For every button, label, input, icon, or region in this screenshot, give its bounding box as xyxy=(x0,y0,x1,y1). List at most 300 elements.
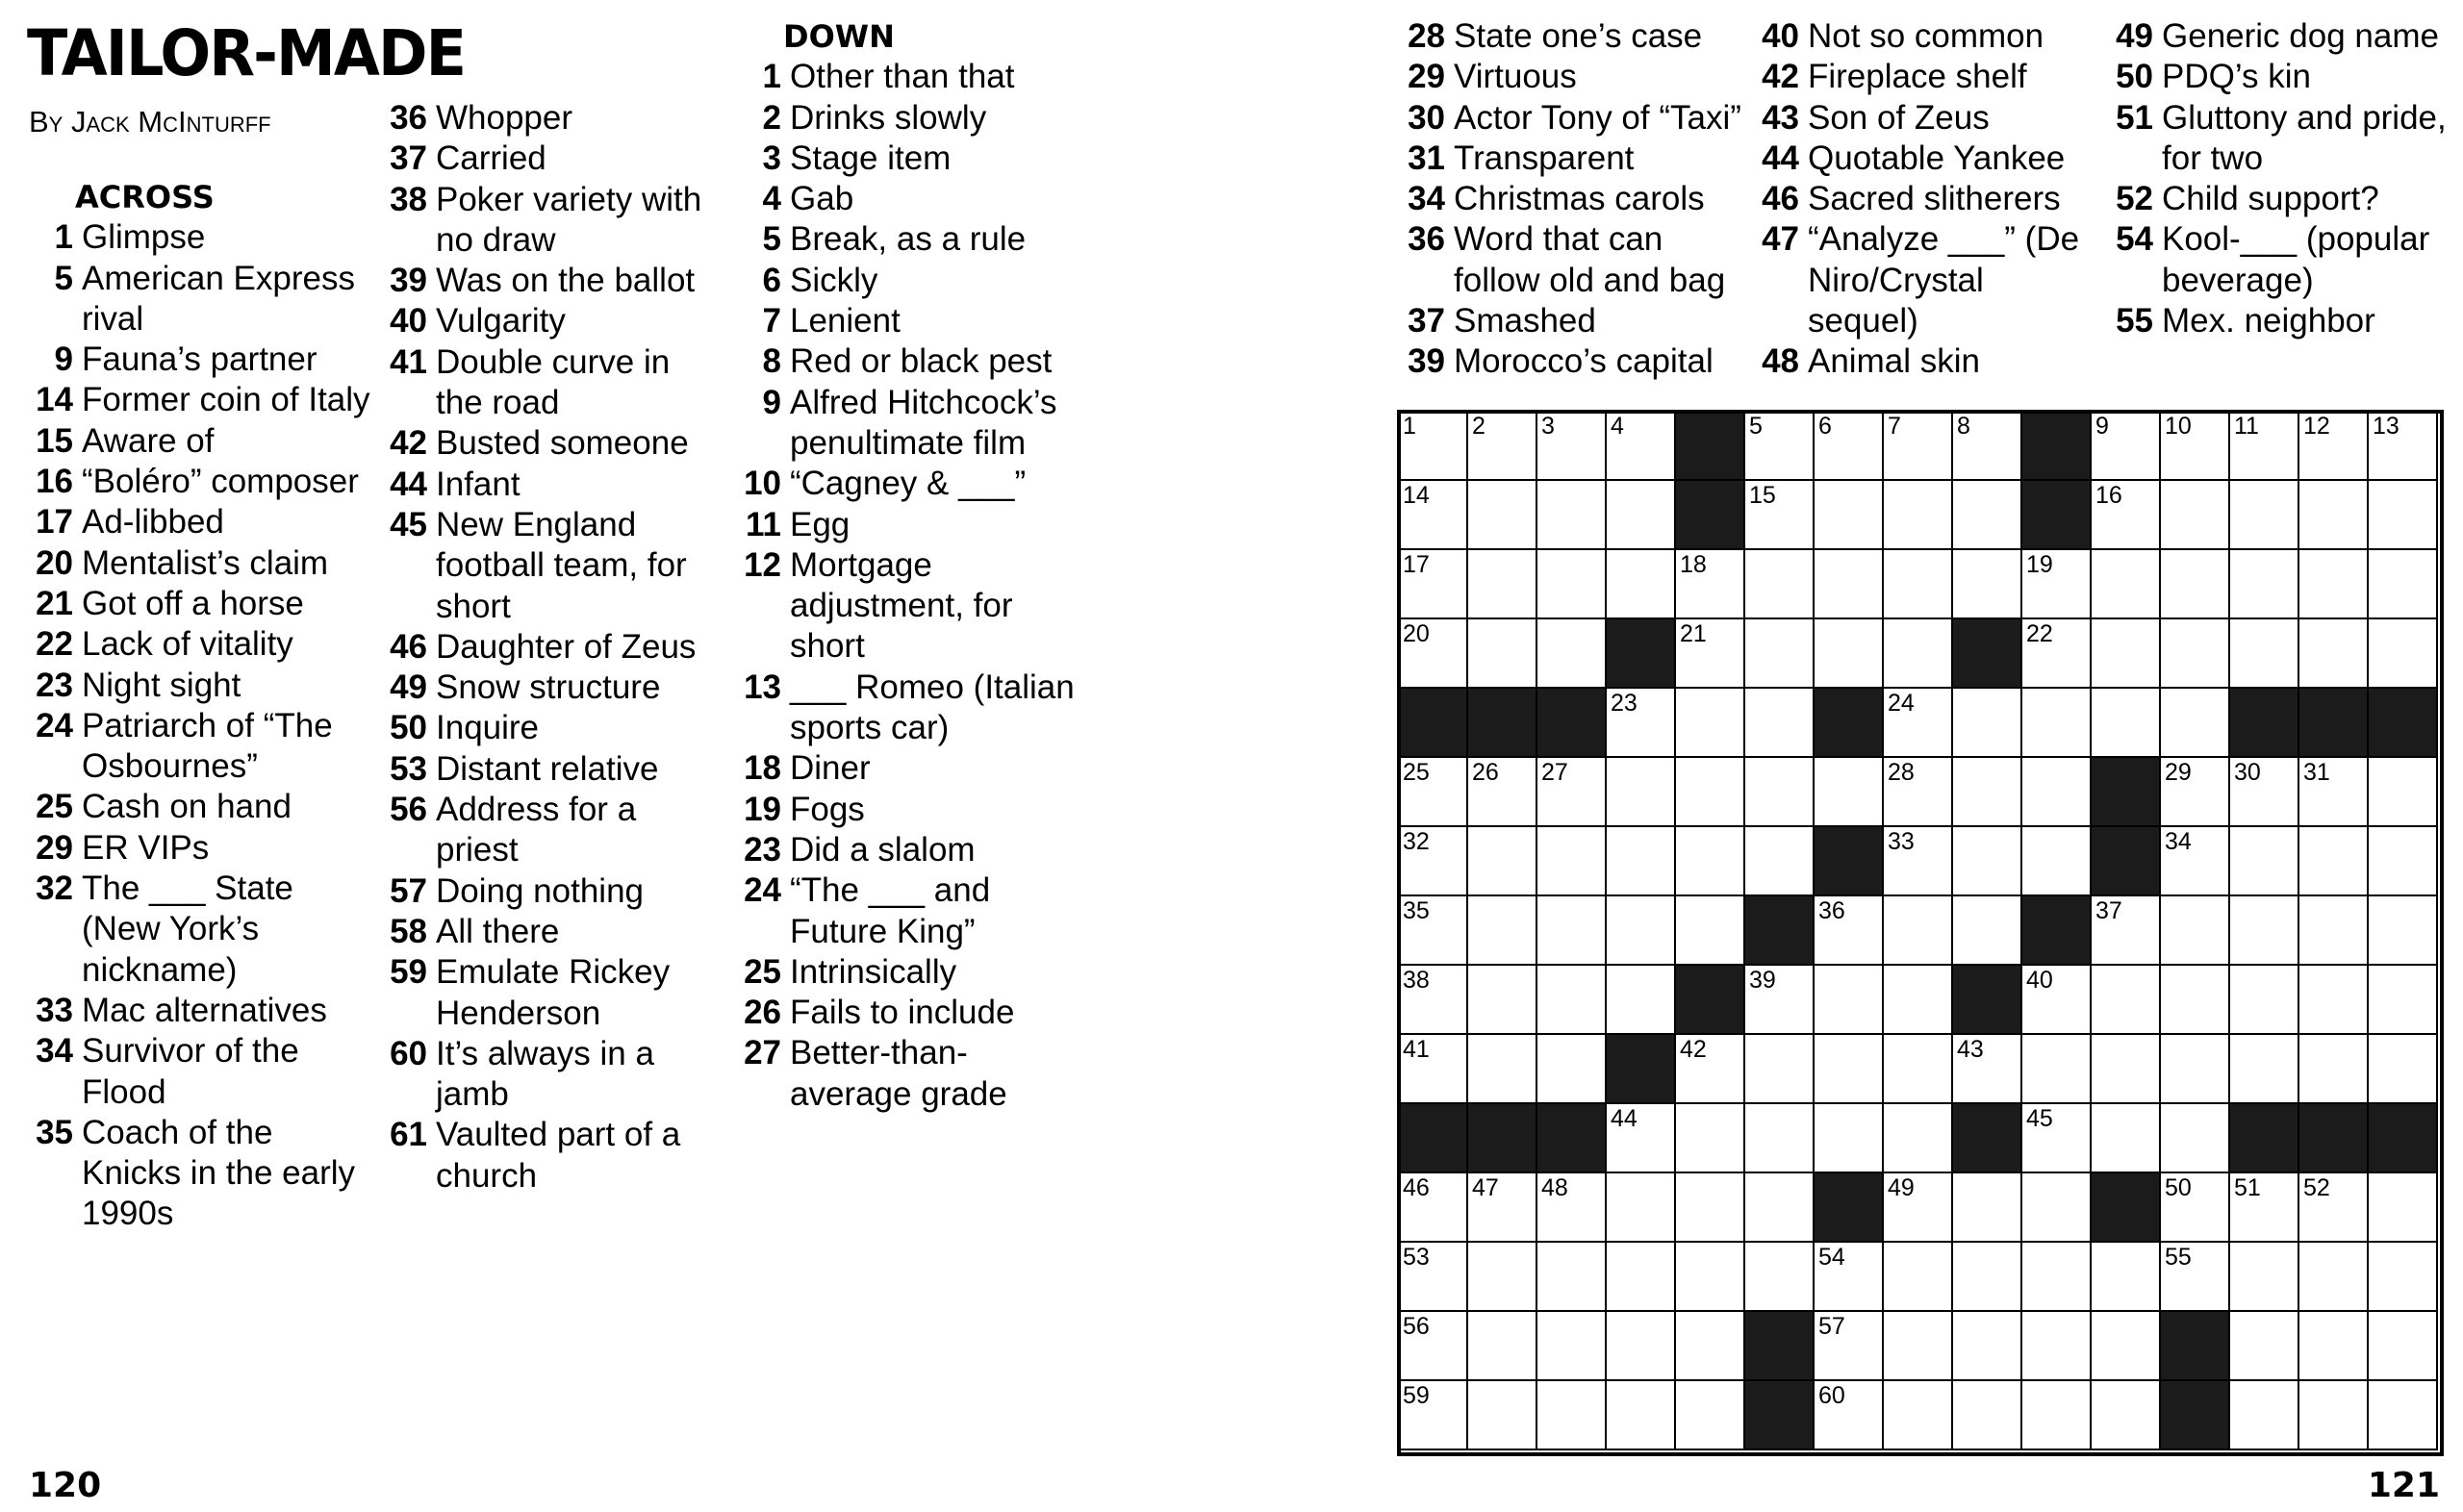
grid-cell[interactable] xyxy=(2230,896,2299,966)
grid-cell[interactable] xyxy=(2161,550,2230,619)
grid-cell[interactable] xyxy=(1953,481,2022,550)
grid-cell[interactable] xyxy=(1884,412,1953,481)
clue-text: Double curve in the road xyxy=(436,342,671,422)
clue-item xyxy=(383,423,724,464)
grid-cell[interactable] xyxy=(1676,689,1745,758)
grid-cell[interactable] xyxy=(2022,1035,2092,1104)
clue-text: Sacred slitherers xyxy=(1808,180,2061,218)
grid-cell[interactable] xyxy=(1815,1312,1884,1381)
grid-cell[interactable] xyxy=(2230,619,2299,689)
grid-cell[interactable] xyxy=(1607,1104,1676,1173)
grid-cell[interactable] xyxy=(1537,412,1607,481)
grid-cell[interactable] xyxy=(1884,1035,1953,1104)
grid-cell[interactable] xyxy=(1884,827,1953,896)
grid-cell[interactable] xyxy=(2299,550,2369,619)
grid-cell[interactable] xyxy=(1537,1381,1607,1450)
grid-cell[interactable] xyxy=(1745,1173,1815,1243)
clue-item xyxy=(383,261,724,301)
grid-cell[interactable] xyxy=(2369,1312,2438,1381)
clue-text: Actor Tony of “Taxi” xyxy=(1454,98,1741,137)
clue-item xyxy=(29,543,380,584)
clue-item xyxy=(2107,219,2458,301)
clue-number: 30 xyxy=(1408,98,1445,137)
cell-number: 42 xyxy=(1680,1036,1707,1063)
crossword-grid xyxy=(1399,412,2442,1454)
grid-cell[interactable] xyxy=(1953,758,2022,827)
down-clues-column-4 xyxy=(2107,16,2458,341)
grid-cell[interactable] xyxy=(1399,1381,1468,1450)
cell-number: 28 xyxy=(1888,759,1915,786)
grid-cell[interactable] xyxy=(1399,966,1468,1035)
grid-cell[interactable] xyxy=(1745,689,1815,758)
clue-number: 34 xyxy=(1408,180,1445,218)
grid-cell[interactable] xyxy=(2022,1381,2092,1450)
grid-cell[interactable] xyxy=(1676,1173,1745,1243)
grid-cell[interactable] xyxy=(2299,1173,2369,1243)
grid-cell[interactable] xyxy=(1953,689,2022,758)
cell-number: 45 xyxy=(2026,1105,2053,1132)
grid-block xyxy=(1953,966,2022,1035)
grid-cell[interactable] xyxy=(2092,1243,2161,1312)
grid-cell[interactable] xyxy=(2369,1035,2438,1104)
grid-cell[interactable] xyxy=(2161,619,2230,689)
grid-cell[interactable] xyxy=(2369,896,2438,966)
grid-cell[interactable] xyxy=(1399,758,1468,827)
grid-cell[interactable] xyxy=(1399,550,1468,619)
clue-text: Former coin of Italy xyxy=(82,381,370,419)
cell-number: 1 xyxy=(1403,413,1416,440)
grid-cell[interactable] xyxy=(1399,1312,1468,1381)
grid-cell[interactable] xyxy=(2161,827,2230,896)
grid-cell[interactable] xyxy=(2022,1243,2092,1312)
grid-cell[interactable] xyxy=(2092,1312,2161,1381)
grid-cell[interactable] xyxy=(1953,412,2022,481)
grid-cell[interactable] xyxy=(1815,619,1884,689)
grid-cell[interactable] xyxy=(2161,966,2230,1035)
grid-cell[interactable] xyxy=(1815,1035,1884,1104)
grid-cell[interactable] xyxy=(1399,1173,1468,1243)
cell-number: 35 xyxy=(1403,897,1430,924)
clue-number: 26 xyxy=(744,994,781,1032)
grid-cell[interactable] xyxy=(2299,896,2369,966)
grid-cell[interactable] xyxy=(2230,1243,2299,1312)
grid-cell[interactable] xyxy=(1607,1173,1676,1243)
grid-cell[interactable] xyxy=(1607,758,1676,827)
clue-item xyxy=(29,217,380,258)
grid-cell[interactable] xyxy=(2299,1035,2369,1104)
clue-text: Egg xyxy=(790,505,851,543)
cell-number: 54 xyxy=(1818,1244,1845,1271)
grid-cell[interactable] xyxy=(1468,758,1537,827)
grid-cell[interactable] xyxy=(2230,412,2299,481)
grid-cell[interactable] xyxy=(1884,1381,1953,1450)
clue-text: Transparent xyxy=(1454,139,1635,177)
grid-cell[interactable] xyxy=(1884,1243,1953,1312)
grid-block xyxy=(1676,412,1745,481)
across-heading: ACROSS xyxy=(75,179,215,215)
clue-text: Sickly xyxy=(790,261,878,299)
grid-cell[interactable] xyxy=(1676,1035,1745,1104)
grid-cell[interactable] xyxy=(1815,412,1884,481)
grid-cell[interactable] xyxy=(1468,481,1537,550)
grid-cell[interactable] xyxy=(1537,827,1607,896)
grid-cell[interactable] xyxy=(2299,1243,2369,1312)
clue-item xyxy=(737,505,1088,545)
grid-cell[interactable] xyxy=(1537,1173,1607,1243)
grid-cell[interactable] xyxy=(2230,827,2299,896)
grid-cell[interactable] xyxy=(1607,827,1676,896)
grid-cell[interactable] xyxy=(1607,481,1676,550)
cell-number: 3 xyxy=(1541,413,1555,440)
grid-cell[interactable] xyxy=(1468,1312,1537,1381)
grid-cell[interactable] xyxy=(2299,619,2369,689)
grid-cell[interactable] xyxy=(2299,827,2369,896)
grid-cell[interactable] xyxy=(1953,827,2022,896)
grid-cell[interactable] xyxy=(2299,758,2369,827)
grid-cell[interactable] xyxy=(2161,1173,2230,1243)
grid-cell[interactable] xyxy=(1399,481,1468,550)
clue-item xyxy=(29,666,380,706)
grid-cell[interactable] xyxy=(2092,1381,2161,1450)
grid-cell[interactable] xyxy=(1537,896,1607,966)
grid-cell[interactable] xyxy=(2022,966,2092,1035)
grid-cell[interactable] xyxy=(1745,1035,1815,1104)
grid-cell[interactable] xyxy=(2369,481,2438,550)
grid-cell[interactable] xyxy=(1468,619,1537,689)
clue-item xyxy=(29,828,380,869)
clue-number: 53 xyxy=(390,749,427,788)
grid-cell[interactable] xyxy=(1468,1381,1537,1450)
cell-number: 22 xyxy=(2026,620,2053,647)
grid-cell[interactable] xyxy=(1468,1243,1537,1312)
grid-cell[interactable] xyxy=(1468,1035,1537,1104)
grid-cell[interactable] xyxy=(1537,619,1607,689)
grid-block xyxy=(2022,412,2092,481)
grid-cell[interactable] xyxy=(2230,966,2299,1035)
grid-cell[interactable] xyxy=(2230,758,2299,827)
grid-cell[interactable] xyxy=(2022,1173,2092,1243)
grid-cell[interactable] xyxy=(2299,1312,2369,1381)
grid-cell[interactable] xyxy=(1884,758,1953,827)
grid-cell[interactable] xyxy=(1884,619,1953,689)
grid-cell[interactable] xyxy=(1884,896,1953,966)
grid-cell[interactable] xyxy=(1884,1104,1953,1173)
grid-cell[interactable] xyxy=(1537,758,1607,827)
grid-cell[interactable] xyxy=(2369,1173,2438,1243)
grid-cell[interactable] xyxy=(2092,896,2161,966)
grid-cell[interactable] xyxy=(1607,689,1676,758)
grid-cell[interactable] xyxy=(2299,412,2369,481)
grid-block xyxy=(2230,689,2299,758)
grid-cell[interactable] xyxy=(1537,966,1607,1035)
grid-cell[interactable] xyxy=(2161,1243,2230,1312)
grid-cell[interactable] xyxy=(1953,896,2022,966)
grid-cell[interactable] xyxy=(2022,758,2092,827)
clue-item xyxy=(29,502,380,542)
clue-text: New England football team, for short xyxy=(436,505,687,625)
grid-cell[interactable] xyxy=(2092,1035,2161,1104)
clue-text: Gab xyxy=(790,180,854,218)
grid-cell[interactable] xyxy=(1884,1312,1953,1381)
byline: By Jack McInturff xyxy=(29,105,271,139)
grid-cell[interactable] xyxy=(2230,1035,2299,1104)
grid-cell[interactable] xyxy=(1537,481,1607,550)
clue-text: Emulate Rickey Henderson xyxy=(436,953,671,1032)
grid-cell[interactable] xyxy=(1745,619,1815,689)
grid-cell[interactable] xyxy=(1607,1243,1676,1312)
grid-cell[interactable] xyxy=(1953,1312,2022,1381)
clue-number: 43 xyxy=(1762,98,1799,137)
cell-number: 47 xyxy=(1472,1174,1499,1201)
grid-cell[interactable] xyxy=(2369,1243,2438,1312)
puzzle-title: TAILOR-MADE xyxy=(27,16,466,90)
grid-cell[interactable] xyxy=(2092,966,2161,1035)
grid-cell[interactable] xyxy=(1745,412,1815,481)
clue-number: 47 xyxy=(1762,220,1799,259)
grid-cell[interactable] xyxy=(1537,1312,1607,1381)
clue-item xyxy=(737,993,1088,1033)
grid-cell[interactable] xyxy=(2230,550,2299,619)
grid-cell[interactable] xyxy=(2092,481,2161,550)
clue-text: Son of Zeus xyxy=(1808,98,1990,137)
clue-text: Address for a priest xyxy=(436,791,637,869)
clue-text: Mac alternatives xyxy=(82,991,327,1029)
grid-cell[interactable] xyxy=(1745,966,1815,1035)
grid-block xyxy=(2369,1104,2438,1173)
grid-cell[interactable] xyxy=(1815,1381,1884,1450)
grid-cell[interactable] xyxy=(2369,619,2438,689)
grid-cell[interactable] xyxy=(1468,412,1537,481)
grid-cell[interactable] xyxy=(1745,758,1815,827)
clue-text: Did a slalom xyxy=(790,830,976,869)
grid-cell[interactable] xyxy=(1676,1104,1745,1173)
grid-cell[interactable] xyxy=(1815,896,1884,966)
grid-cell[interactable] xyxy=(2161,1104,2230,1173)
grid-cell[interactable] xyxy=(1815,1243,1884,1312)
cell-number: 15 xyxy=(1749,482,1776,509)
grid-block xyxy=(2299,1104,2369,1173)
clue-number: 39 xyxy=(1408,342,1445,381)
grid-cell[interactable] xyxy=(1676,827,1745,896)
cell-number: 19 xyxy=(2026,551,2053,578)
clue-text: Doing nothing xyxy=(436,871,644,910)
grid-cell[interactable] xyxy=(1607,966,1676,1035)
across-clues-column-2 xyxy=(383,98,724,1197)
clue-number: 8 xyxy=(762,342,781,381)
grid-cell[interactable] xyxy=(2161,1035,2230,1104)
clue-text: Aware of xyxy=(82,421,215,460)
grid-cell[interactable] xyxy=(1676,1243,1745,1312)
grid-cell[interactable] xyxy=(1953,550,2022,619)
grid-cell[interactable] xyxy=(2369,966,2438,1035)
grid-cell[interactable] xyxy=(1468,966,1537,1035)
grid-cell[interactable] xyxy=(2161,481,2230,550)
grid-cell[interactable] xyxy=(1676,1312,1745,1381)
grid-cell[interactable] xyxy=(1399,1243,1468,1312)
grid-cell[interactable] xyxy=(2022,619,2092,689)
grid-cell[interactable] xyxy=(2230,1312,2299,1381)
grid-cell[interactable] xyxy=(2299,1381,2369,1450)
grid-cell[interactable] xyxy=(2022,1312,2092,1381)
grid-cell[interactable] xyxy=(1399,896,1468,966)
grid-cell[interactable] xyxy=(1537,1035,1607,1104)
clue-text: PDQ’s kin xyxy=(2162,58,2311,96)
grid-cell[interactable] xyxy=(1953,1381,2022,1450)
grid-cell[interactable] xyxy=(2092,550,2161,619)
grid-cell[interactable] xyxy=(1676,1381,1745,1450)
grid-cell[interactable] xyxy=(2230,1381,2299,1450)
grid-cell[interactable] xyxy=(1815,481,1884,550)
clue-item xyxy=(1753,219,2099,341)
cell-number: 56 xyxy=(1403,1313,1430,1340)
grid-cell[interactable] xyxy=(1745,481,1815,550)
cell-number: 2 xyxy=(1472,413,1485,440)
grid-block xyxy=(1745,1381,1815,1450)
cell-number: 57 xyxy=(1818,1313,1845,1340)
grid-cell[interactable] xyxy=(1815,966,1884,1035)
clue-text: ___ Romeo (Italian sports car) xyxy=(790,668,1075,747)
clue-number: 49 xyxy=(390,668,427,707)
grid-cell[interactable] xyxy=(2369,1381,2438,1450)
grid-cell[interactable] xyxy=(2161,412,2230,481)
cell-number: 38 xyxy=(1403,967,1430,994)
grid-cell[interactable] xyxy=(2092,619,2161,689)
grid-cell[interactable] xyxy=(2369,827,2438,896)
cell-number: 37 xyxy=(2095,897,2122,924)
cell-number: 59 xyxy=(1403,1382,1430,1409)
grid-cell[interactable] xyxy=(1676,758,1745,827)
grid-cell[interactable] xyxy=(1399,619,1468,689)
grid-cell[interactable] xyxy=(1468,827,1537,896)
grid-cell[interactable] xyxy=(2022,689,2092,758)
grid-block xyxy=(1607,619,1676,689)
grid-cell[interactable] xyxy=(2230,481,2299,550)
grid-cell[interactable] xyxy=(1815,1104,1884,1173)
grid-cell[interactable] xyxy=(1468,550,1537,619)
clue-text: American Express rival xyxy=(82,259,355,338)
clue-number: 13 xyxy=(744,668,781,706)
cell-number: 10 xyxy=(2165,413,2192,440)
clue-number: 20 xyxy=(36,543,73,582)
grid-cell[interactable] xyxy=(1676,896,1745,966)
grid-block xyxy=(1537,1104,1607,1173)
clue-text: Whopper xyxy=(436,99,573,137)
grid-cell[interactable] xyxy=(2092,412,2161,481)
grid-cell[interactable] xyxy=(2299,481,2369,550)
grid-cell[interactable] xyxy=(1953,1035,2022,1104)
grid-cell[interactable] xyxy=(1884,689,1953,758)
grid-cell[interactable] xyxy=(2369,550,2438,619)
grid-cell[interactable] xyxy=(1537,1243,1607,1312)
grid-block xyxy=(1953,1104,2022,1173)
grid-cell[interactable] xyxy=(2161,896,2230,966)
clue-number: 46 xyxy=(390,627,427,666)
grid-cell[interactable] xyxy=(1745,550,1815,619)
cell-number: 41 xyxy=(1403,1036,1430,1063)
grid-cell[interactable] xyxy=(2022,550,2092,619)
grid-block xyxy=(1745,1312,1815,1381)
clue-item xyxy=(29,259,380,340)
grid-cell[interactable] xyxy=(1399,412,1468,481)
clue-number: 25 xyxy=(36,788,73,826)
clue-text: Got off a horse xyxy=(82,584,304,622)
grid-cell[interactable] xyxy=(1884,481,1953,550)
grid-cell[interactable] xyxy=(1884,1173,1953,1243)
cell-number: 6 xyxy=(1818,413,1832,440)
grid-cell[interactable] xyxy=(1676,619,1745,689)
grid-cell[interactable] xyxy=(2161,758,2230,827)
grid-cell[interactable] xyxy=(1676,550,1745,619)
grid-block xyxy=(2230,1104,2299,1173)
clue-item xyxy=(1399,341,1745,382)
grid-cell[interactable] xyxy=(1468,1173,1537,1243)
grid-cell[interactable] xyxy=(1745,1243,1815,1312)
grid-cell[interactable] xyxy=(2299,966,2369,1035)
clue-number: 37 xyxy=(390,139,427,178)
clue-number: 40 xyxy=(390,302,427,340)
cell-number: 23 xyxy=(1611,690,1638,717)
grid-cell[interactable] xyxy=(1884,550,1953,619)
grid-cell[interactable] xyxy=(2092,1104,2161,1173)
clue-text: Morocco’s capital xyxy=(1454,342,1714,381)
grid-cell[interactable] xyxy=(1953,1243,2022,1312)
grid-cell[interactable] xyxy=(1884,966,1953,1035)
grid-cell[interactable] xyxy=(1399,827,1468,896)
cell-number: 24 xyxy=(1888,690,1915,717)
clue-item xyxy=(2107,301,2458,341)
clue-item xyxy=(737,870,1088,952)
grid-cell[interactable] xyxy=(1953,1173,2022,1243)
grid-cell[interactable] xyxy=(1745,827,1815,896)
clue-item xyxy=(737,179,1088,219)
grid-cell[interactable] xyxy=(1607,896,1676,966)
clue-text: Animal skin xyxy=(1808,342,1980,381)
cell-number: 30 xyxy=(2234,759,2261,786)
grid-cell[interactable] xyxy=(2161,689,2230,758)
grid-block xyxy=(1815,827,1884,896)
clue-text: Ad-libbed xyxy=(82,503,224,542)
grid-cell[interactable] xyxy=(1399,1035,1468,1104)
clue-text: The ___ State (New York’s nickname) xyxy=(82,869,293,989)
clue-item xyxy=(383,1115,724,1197)
grid-cell[interactable] xyxy=(1468,896,1537,966)
clue-number: 29 xyxy=(36,828,73,867)
clue-text: All there xyxy=(436,912,560,950)
grid-cell[interactable] xyxy=(2092,689,2161,758)
clue-text: Survivor of the Flood xyxy=(82,1032,299,1111)
grid-cell[interactable] xyxy=(1745,1104,1815,1173)
clue-number: 29 xyxy=(1408,58,1445,96)
grid-cell[interactable] xyxy=(1815,550,1884,619)
cell-number: 32 xyxy=(1403,828,1430,855)
cell-number: 26 xyxy=(1472,759,1499,786)
clue-item xyxy=(383,708,724,748)
grid-cell[interactable] xyxy=(1607,412,1676,481)
grid-cell[interactable] xyxy=(1607,550,1676,619)
clue-text: Poker variety with no draw xyxy=(436,180,702,259)
grid-cell[interactable] xyxy=(1537,550,1607,619)
grid-cell[interactable] xyxy=(1607,1381,1676,1450)
grid-cell[interactable] xyxy=(2230,1173,2299,1243)
grid-cell[interactable] xyxy=(1815,758,1884,827)
grid-cell[interactable] xyxy=(2022,827,2092,896)
down-clue-list xyxy=(2107,16,2458,341)
grid-cell[interactable] xyxy=(1607,1312,1676,1381)
grid-cell[interactable] xyxy=(2022,1104,2092,1173)
grid-cell[interactable] xyxy=(2369,758,2438,827)
clue-number: 24 xyxy=(744,871,781,910)
grid-cell[interactable] xyxy=(2369,412,2438,481)
